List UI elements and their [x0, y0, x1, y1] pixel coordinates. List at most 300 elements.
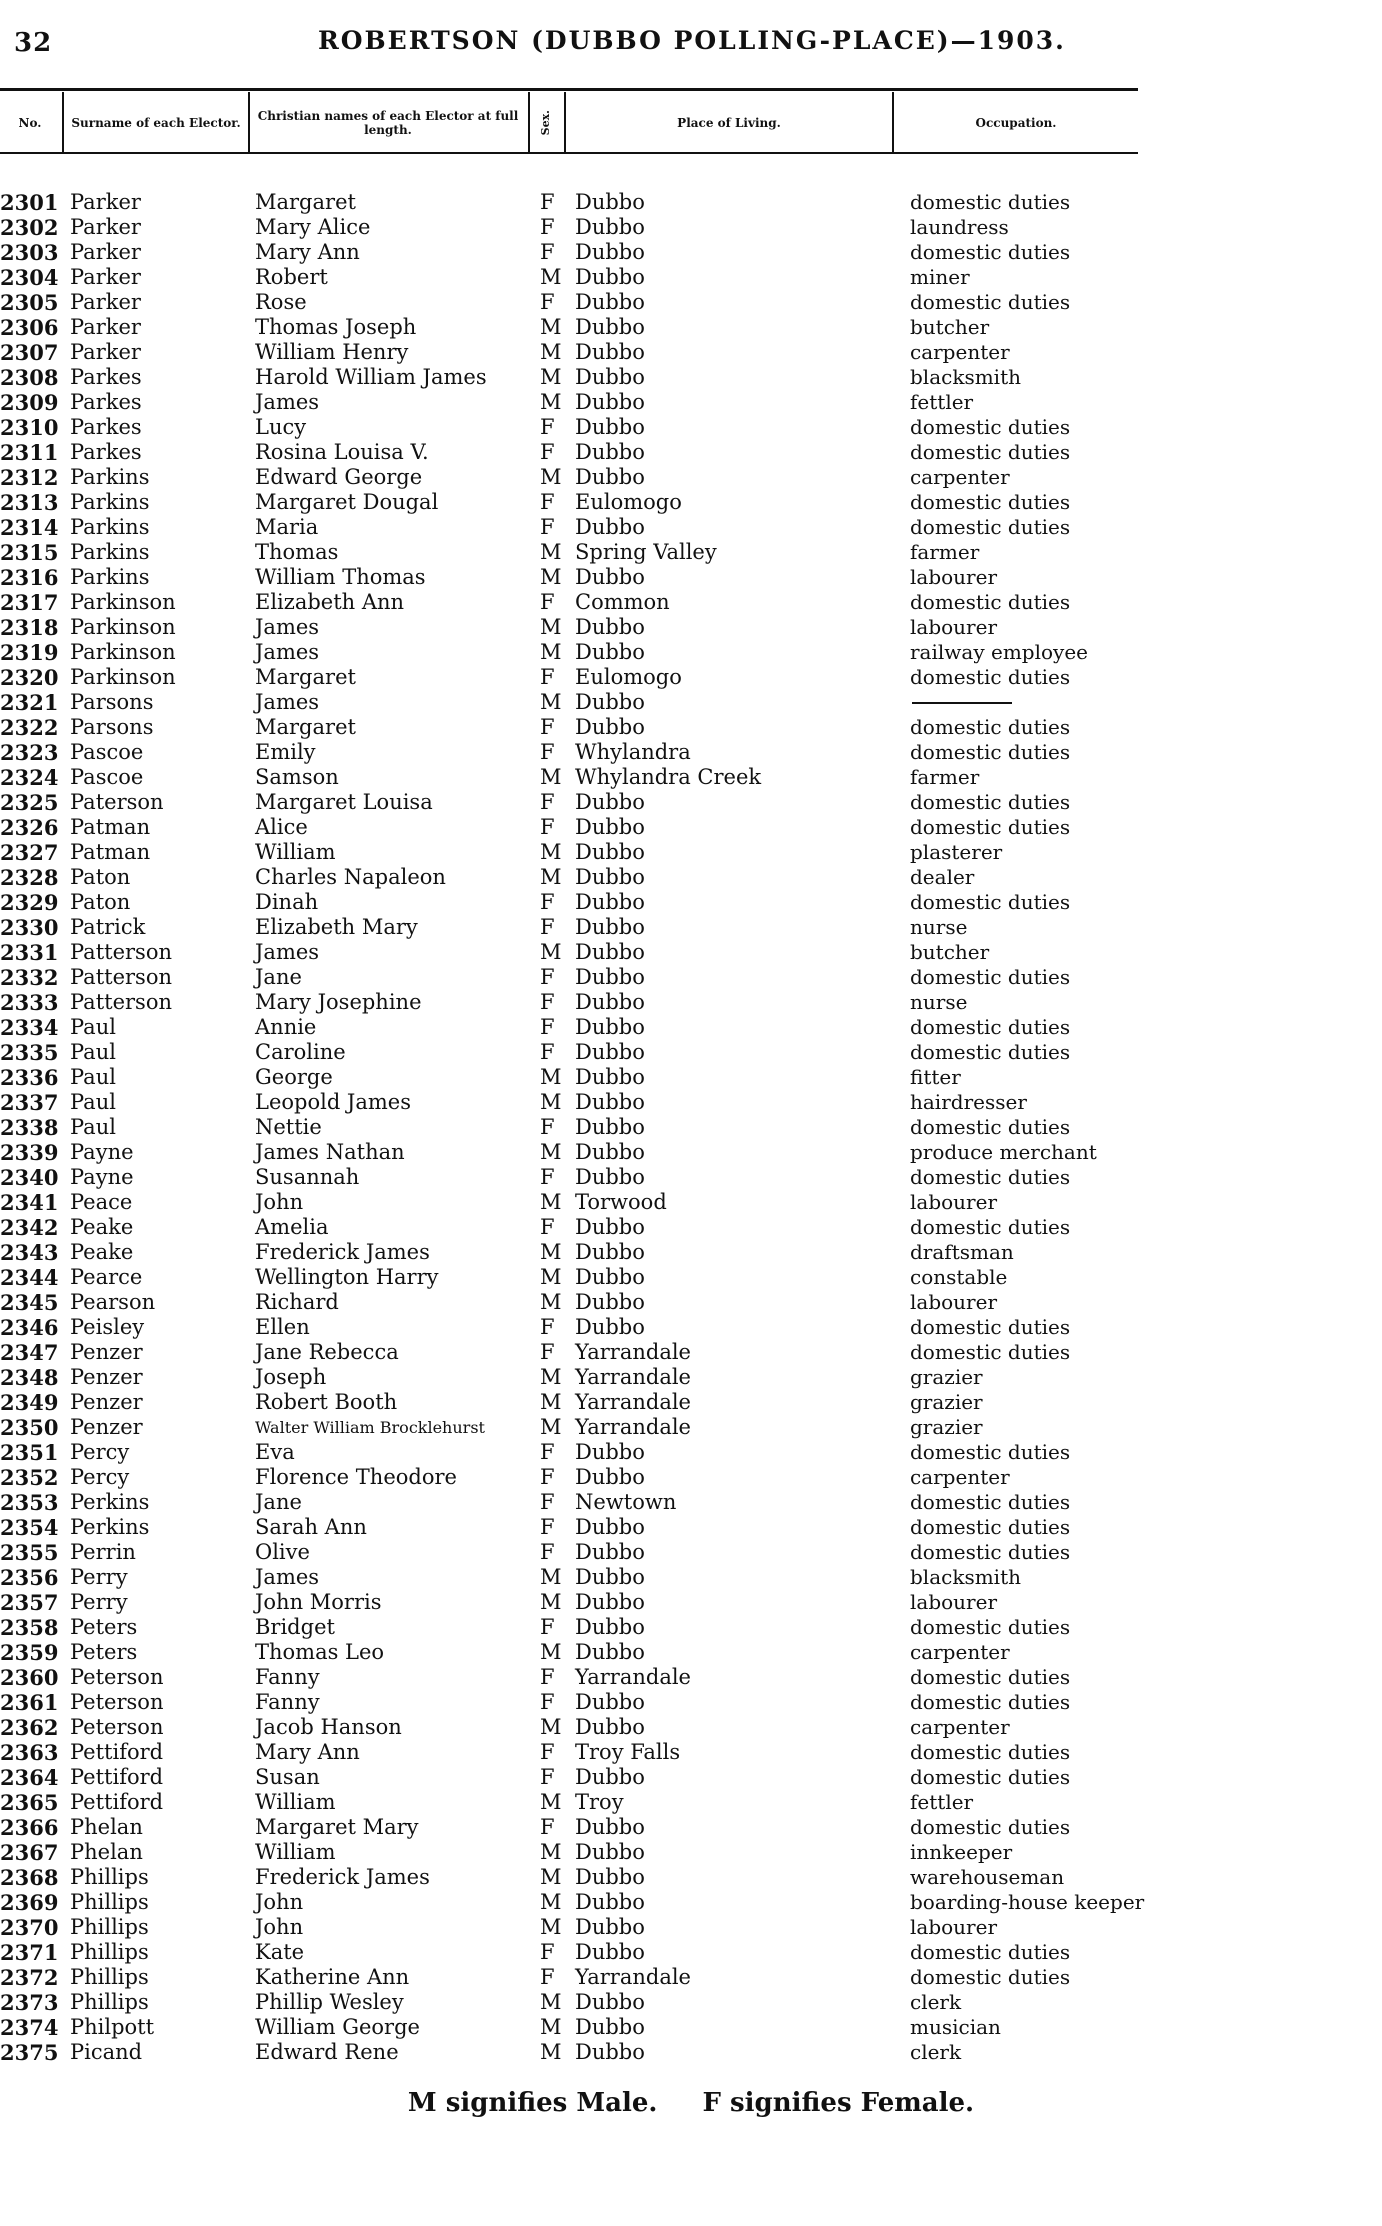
elector-sex: M: [540, 1090, 562, 1114]
elector-christian-names: William George: [255, 2015, 420, 2039]
elector-row: [0, 1940, 1382, 1965]
elector-place: Yarrandale: [575, 1340, 691, 1364]
elector-christian-names: Caroline: [255, 1040, 346, 1064]
elector-row: [0, 715, 1382, 740]
elector-row: [0, 1690, 1382, 1715]
elector-row: [0, 740, 1382, 765]
elector-row: [0, 1540, 1382, 1565]
elector-surname: Parker: [70, 190, 141, 214]
elector-surname: Peisley: [70, 1315, 145, 1339]
elector-christian-names: Edward Rene: [255, 2040, 399, 2064]
elector-row: [0, 1565, 1382, 1590]
elector-place: Dubbo: [575, 715, 645, 739]
elector-row: [0, 640, 1382, 665]
elector-place: Whylandra: [575, 740, 691, 764]
elector-sex: M: [540, 640, 562, 664]
elector-occupation: hairdresser: [910, 1090, 1027, 1114]
elector-sex: F: [540, 1490, 555, 1514]
elector-row: [0, 665, 1382, 690]
elector-place: Dubbo: [575, 240, 645, 264]
elector-sex: M: [540, 1565, 562, 1589]
elector-surname: Percy: [70, 1440, 130, 1464]
elector-sex: M: [540, 690, 562, 714]
elector-place: Dubbo: [575, 565, 645, 589]
elector-number: 2352: [0, 1465, 59, 1490]
elector-row: [0, 440, 1382, 465]
elector-occupation: grazier: [910, 1390, 983, 1414]
elector-christian-names: John: [255, 1915, 304, 1939]
elector-christian-names: Katherine Ann: [255, 1965, 410, 1989]
page-title: ROBERTSON (DUBBO POLLING-PLACE)—1903.: [318, 26, 1066, 55]
elector-occupation: musician: [910, 2015, 1001, 2039]
elector-christian-names: Florence Theodore: [255, 1465, 457, 1489]
elector-place: Dubbo: [575, 840, 645, 864]
elector-surname: Parkinson: [70, 640, 176, 664]
elector-christian-names: Susan: [255, 1765, 320, 1789]
elector-number: 2357: [0, 1590, 59, 1615]
elector-number: 2353: [0, 1490, 59, 1515]
header-sex: [530, 96, 562, 150]
elector-row: [0, 1715, 1382, 1740]
elector-surname: Perry: [70, 1565, 128, 1589]
elector-row: [0, 890, 1382, 915]
elector-christian-names: James: [255, 640, 320, 664]
elector-sex: F: [540, 290, 555, 314]
elector-surname: Peters: [70, 1640, 138, 1664]
elector-sex: F: [540, 1015, 555, 1039]
elector-sex: F: [540, 1665, 555, 1689]
elector-row: [0, 1040, 1382, 1065]
elector-occupation: clerk: [910, 2040, 962, 2064]
elector-christian-names: Amelia: [255, 1215, 329, 1239]
elector-christian-names: Rose: [255, 290, 307, 314]
elector-surname: Paul: [70, 1090, 116, 1114]
elector-occupation: domestic duties: [910, 490, 1071, 514]
header-sex-label: Sex.: [539, 110, 552, 136]
elector-number: 2343: [0, 1240, 59, 1265]
elector-christian-names: Robert: [255, 265, 328, 289]
elector-row: [0, 2015, 1382, 2040]
elector-surname: Patrick: [70, 915, 146, 939]
elector-occupation: fitter: [910, 1065, 961, 1089]
elector-place: Dubbo: [575, 190, 645, 214]
elector-surname: Peterson: [70, 1690, 164, 1714]
elector-surname: Pettiford: [70, 1765, 164, 1789]
elector-occupation: domestic duties: [910, 1665, 1071, 1689]
elector-row: [0, 990, 1382, 1015]
elector-place: Dubbo: [575, 1765, 645, 1789]
elector-number: 2335: [0, 1040, 59, 1065]
elector-number: 2366: [0, 1815, 59, 1840]
elector-surname: Pascoe: [70, 765, 144, 789]
elector-number: 2318: [0, 615, 59, 640]
elector-surname: Pettiford: [70, 1740, 164, 1764]
elector-row: [0, 340, 1382, 365]
header-place: Place of Living.: [677, 116, 781, 130]
elector-number: 2327: [0, 840, 59, 865]
elector-place: Dubbo: [575, 865, 645, 889]
elector-sex: F: [540, 415, 555, 439]
elector-christian-names: Lucy: [255, 415, 307, 439]
elector-place: Dubbo: [575, 390, 645, 414]
elector-occupation: domestic duties: [910, 1965, 1071, 1989]
elector-place: Dubbo: [575, 2040, 645, 2064]
column-divider: [564, 92, 566, 152]
elector-occupation: domestic duties: [910, 1515, 1071, 1539]
elector-number: 2336: [0, 1065, 59, 1090]
elector-christian-names: John Morris: [255, 1590, 382, 1614]
elector-place: Dubbo: [575, 1515, 645, 1539]
elector-place: Dubbo: [575, 1090, 645, 1114]
elector-sex: M: [540, 265, 562, 289]
elector-row: [0, 1390, 1382, 1415]
female-legend: F signifies Female.: [702, 2088, 975, 2118]
elector-number: 2350: [0, 1415, 59, 1440]
elector-occupation: domestic duties: [910, 790, 1071, 814]
elector-number: 2319: [0, 640, 59, 665]
elector-occupation: domestic duties: [910, 715, 1071, 739]
elector-surname: Patman: [70, 840, 151, 864]
elector-place: Dubbo: [575, 1065, 645, 1089]
elector-sex: F: [540, 1815, 555, 1839]
elector-christian-names: Thomas Joseph: [255, 315, 417, 339]
elector-christian-names: Joseph: [255, 1365, 327, 1389]
elector-christian-names: Thomas Leo: [255, 1640, 385, 1664]
elector-christian-names: Margaret Louisa: [255, 790, 433, 814]
elector-christian-names: Sarah Ann: [255, 1515, 367, 1539]
header-bottom-rule: [0, 152, 1138, 154]
elector-surname: Percy: [70, 1465, 130, 1489]
elector-sex: M: [540, 1865, 562, 1889]
elector-occupation: domestic duties: [910, 1015, 1071, 1039]
elector-surname: Paul: [70, 1115, 116, 1139]
elector-place: Dubbo: [575, 1865, 645, 1889]
elector-number: 2330: [0, 915, 59, 940]
elector-occupation: warehouseman: [910, 1865, 1065, 1889]
elector-row: [0, 865, 1382, 890]
elector-number: 2358: [0, 1615, 59, 1640]
elector-number: 2354: [0, 1515, 59, 1540]
elector-christian-names: Susannah: [255, 1165, 360, 1189]
elector-occupation: domestic duties: [910, 1040, 1071, 1064]
elector-christian-names: James: [255, 690, 320, 714]
elector-occupation: butcher: [910, 315, 990, 339]
elector-row: [0, 1190, 1382, 1215]
male-legend: M signifies Male.: [407, 2088, 658, 2118]
elector-occupation: domestic duties: [910, 590, 1071, 614]
elector-christian-names: James: [255, 1565, 320, 1589]
elector-place: Dubbo: [575, 1615, 645, 1639]
elector-occupation: labourer: [910, 1290, 998, 1314]
elector-christian-names: William Thomas: [255, 565, 426, 589]
elector-number: 2355: [0, 1540, 59, 1565]
elector-surname: Paton: [70, 865, 131, 889]
elector-number: 2375: [0, 2040, 59, 2065]
elector-sex: M: [540, 390, 562, 414]
elector-place: Dubbo: [575, 690, 645, 714]
elector-christian-names: Rosina Louisa V.: [255, 440, 429, 464]
elector-row: [0, 615, 1382, 640]
elector-number: 2337: [0, 1090, 59, 1115]
elector-christian-names: James: [255, 615, 320, 639]
elector-sex: F: [540, 665, 555, 689]
elector-row: [0, 690, 1382, 715]
elector-row: [0, 790, 1382, 815]
elector-sex: F: [540, 1340, 555, 1364]
elector-surname: Parkes: [70, 365, 142, 389]
elector-place: Dubbo: [575, 615, 645, 639]
elector-christian-names: Alice: [255, 815, 308, 839]
elector-surname: Penzer: [70, 1340, 143, 1364]
elector-sex: F: [540, 1040, 555, 1064]
elector-sex: F: [540, 1115, 555, 1139]
elector-sex: F: [540, 440, 555, 464]
elector-christian-names: Olive: [255, 1540, 310, 1564]
elector-place: Spring Valley: [575, 540, 717, 564]
elector-sex: F: [540, 490, 555, 514]
elector-christian-names: Dinah: [255, 890, 319, 914]
elector-surname: Parkins: [70, 465, 150, 489]
elector-sex: M: [540, 1590, 562, 1614]
elector-number: 2368: [0, 1865, 59, 1890]
elector-sex: M: [540, 465, 562, 489]
elector-occupation: plasterer: [910, 840, 1003, 864]
elector-sex: F: [540, 1515, 555, 1539]
elector-place: Dubbo: [575, 1590, 645, 1614]
elector-number: 2364: [0, 1765, 59, 1790]
elector-christian-names: Walter William Brocklehurst: [255, 1418, 485, 1437]
elector-surname: Pearson: [70, 1290, 156, 1314]
elector-surname: Phelan: [70, 1815, 143, 1839]
elector-surname: Paul: [70, 1065, 116, 1089]
elector-number: 2302: [0, 215, 59, 240]
elector-sex: M: [540, 1390, 562, 1414]
elector-place: Yarrandale: [575, 1390, 691, 1414]
elector-place: Dubbo: [575, 340, 645, 364]
elector-number: 2313: [0, 490, 59, 515]
elector-occupation: domestic duties: [910, 440, 1071, 464]
header-surname: Surname of each Elector.: [71, 116, 241, 130]
elector-number: 2365: [0, 1790, 59, 1815]
elector-number: 2322: [0, 715, 59, 740]
elector-christian-names: Margaret: [255, 715, 356, 739]
elector-place: Dubbo: [575, 990, 645, 1014]
elector-occupation: carpenter: [910, 340, 1010, 364]
elector-occupation: domestic duties: [910, 815, 1071, 839]
elector-row: [0, 1265, 1382, 1290]
elector-sex: M: [540, 540, 562, 564]
elector-row: [0, 1815, 1382, 1840]
elector-surname: Parker: [70, 340, 141, 364]
elector-place: Troy: [575, 1790, 624, 1814]
elector-surname: Perkins: [70, 1490, 150, 1514]
elector-number: 2334: [0, 1015, 59, 1040]
elector-christian-names: Fanny: [255, 1690, 320, 1714]
elector-place: Torwood: [575, 1190, 667, 1214]
elector-place: Dubbo: [575, 415, 645, 439]
elector-occupation: boarding-house keeper: [910, 1890, 1145, 1914]
elector-row: [0, 465, 1382, 490]
elector-occupation: domestic duties: [910, 665, 1071, 689]
elector-occupation: domestic duties: [910, 1115, 1071, 1139]
elector-number: 2373: [0, 1990, 59, 2015]
elector-number: 2349: [0, 1390, 59, 1415]
elector-christian-names: Jacob Hanson: [255, 1715, 402, 1739]
elector-sex: M: [540, 1240, 562, 1264]
elector-sex: M: [540, 340, 562, 364]
elector-number: 2372: [0, 1965, 59, 1990]
elector-number: 2307: [0, 340, 59, 365]
elector-place: Dubbo: [575, 1140, 645, 1164]
elector-occupation: domestic duties: [910, 1765, 1071, 1789]
elector-place: Dubbo: [575, 1215, 645, 1239]
elector-christian-names: Thomas: [255, 540, 339, 564]
elector-surname: Philpott: [70, 2015, 155, 2039]
elector-number: 2316: [0, 565, 59, 590]
elector-number: 2311: [0, 440, 59, 465]
elector-number: 2329: [0, 890, 59, 915]
elector-occupation: nurse: [910, 990, 968, 1014]
elector-surname: Parkes: [70, 415, 142, 439]
elector-number: 2356: [0, 1565, 59, 1590]
elector-christian-names: Harold William James: [255, 365, 487, 389]
elector-sex: F: [540, 1540, 555, 1564]
elector-sex: M: [540, 1990, 562, 2014]
elector-christian-names: Fanny: [255, 1665, 320, 1689]
elector-occupation: domestic duties: [910, 1315, 1071, 1339]
elector-row: [0, 265, 1382, 290]
elector-row: [0, 190, 1382, 215]
column-divider: [62, 92, 64, 152]
elector-sex: F: [540, 215, 555, 239]
elector-row: [0, 1915, 1382, 1940]
elector-surname: Peterson: [70, 1715, 164, 1739]
elector-christian-names: Eva: [255, 1440, 295, 1464]
elector-occupation: blacksmith: [910, 365, 1021, 389]
elector-row: [0, 390, 1382, 415]
elector-surname: Pascoe: [70, 740, 144, 764]
elector-sex: M: [540, 2040, 562, 2064]
elector-sex: M: [540, 1265, 562, 1289]
elector-occupation: domestic duties: [910, 1940, 1071, 1964]
elector-row: [0, 1215, 1382, 1240]
elector-number: 2315: [0, 540, 59, 565]
elector-place: Yarrandale: [575, 1365, 691, 1389]
elector-row: [0, 415, 1382, 440]
elector-occupation: domestic duties: [910, 890, 1071, 914]
elector-christian-names: Robert Booth: [255, 1390, 398, 1414]
elector-number: 2341: [0, 1190, 59, 1215]
elector-surname: Parker: [70, 315, 141, 339]
elector-place: Dubbo: [575, 1440, 645, 1464]
elector-occupation: domestic duties: [910, 190, 1071, 214]
elector-number: 2361: [0, 1690, 59, 1715]
elector-sex: M: [540, 1415, 562, 1439]
elector-number: 2325: [0, 790, 59, 815]
elector-number: 2332: [0, 965, 59, 990]
elector-occupation: domestic duties: [910, 240, 1071, 264]
elector-surname: Parker: [70, 265, 141, 289]
elector-occupation: produce merchant: [910, 1140, 1097, 1164]
elector-occupation: blacksmith: [910, 1565, 1021, 1589]
elector-row: [0, 1515, 1382, 1540]
elector-surname: Phillips: [70, 1965, 149, 1989]
elector-number: 2324: [0, 765, 59, 790]
elector-sex: F: [540, 1440, 555, 1464]
elector-row: [0, 565, 1382, 590]
page-number: 32: [14, 28, 53, 58]
elector-row: [0, 840, 1382, 865]
elector-place: Eulomogo: [575, 490, 682, 514]
elector-place: Dubbo: [575, 440, 645, 464]
elector-number: 2345: [0, 1290, 59, 1315]
elector-number: 2321: [0, 690, 59, 715]
elector-surname: Parker: [70, 290, 141, 314]
elector-occupation: miner: [910, 265, 970, 289]
elector-place: Dubbo: [575, 1890, 645, 1914]
elector-christian-names: William: [255, 840, 336, 864]
elector-number: 2370: [0, 1915, 59, 1940]
elector-christian-names: John: [255, 1190, 304, 1214]
elector-row: [0, 290, 1382, 315]
elector-occupation: butcher: [910, 940, 990, 964]
elector-row: [0, 215, 1382, 240]
elector-row: [0, 1365, 1382, 1390]
elector-number: 2344: [0, 1265, 59, 1290]
elector-occupation: clerk: [910, 1990, 962, 2014]
elector-surname: Phillips: [70, 1890, 149, 1914]
elector-row: [0, 1890, 1382, 1915]
elector-occupation: fettler: [910, 390, 974, 414]
elector-row: [0, 1115, 1382, 1140]
elector-occupation: innkeeper: [910, 1840, 1013, 1864]
elector-row: [0, 1415, 1382, 1440]
elector-sex: F: [540, 1940, 555, 1964]
elector-surname: Payne: [70, 1165, 134, 1189]
elector-place: Dubbo: [575, 1915, 645, 1939]
elector-christian-names: Charles Napaleon: [255, 865, 446, 889]
elector-sex: F: [540, 965, 555, 989]
elector-sex: F: [540, 790, 555, 814]
elector-surname: Phelan: [70, 1840, 143, 1864]
elector-place: Dubbo: [575, 1040, 645, 1064]
elector-sex: M: [540, 2015, 562, 2039]
elector-surname: Perry: [70, 1590, 128, 1614]
header-christian-names: Christian names of each Elector at full length.: [257, 109, 519, 137]
elector-christian-names: James: [255, 940, 320, 964]
elector-number: 2305: [0, 290, 59, 315]
elector-sex: M: [540, 1290, 562, 1314]
elector-christian-names: Emily: [255, 740, 316, 764]
elector-christian-names: Margaret Dougal: [255, 490, 439, 514]
elector-number: 2340: [0, 1165, 59, 1190]
elector-place: Dubbo: [575, 1940, 645, 1964]
elector-occupation: draftsman: [910, 1240, 1014, 1264]
elector-row: [0, 1990, 1382, 2015]
elector-occupation: domestic duties: [910, 1740, 1071, 1764]
elector-number: 2323: [0, 740, 59, 765]
elector-christian-names: Frederick James: [255, 1865, 430, 1889]
elector-row: [0, 1965, 1382, 1990]
elector-christian-names: Kate: [255, 1940, 305, 1964]
elector-place: Dubbo: [575, 1265, 645, 1289]
elector-number: 2317: [0, 590, 59, 615]
elector-sex: F: [540, 1765, 555, 1789]
elector-christian-names: Maria: [255, 515, 319, 539]
header-occupation: Occupation.: [975, 116, 1057, 130]
elector-place: Dubbo: [575, 315, 645, 339]
elector-number: 2348: [0, 1365, 59, 1390]
